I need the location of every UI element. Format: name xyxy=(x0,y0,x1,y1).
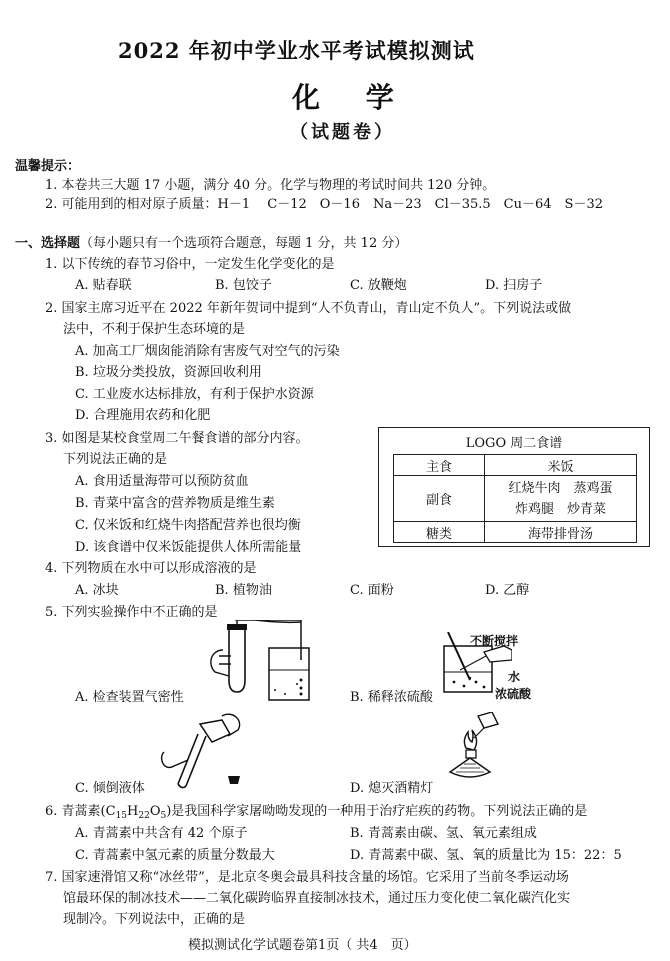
q6-option-d: D. 青蒿素中碳、氢、氧的质量比为 15：22：5 xyxy=(350,848,622,863)
exam-title: 2022 年初中学业水平考试模拟测试 xyxy=(118,38,475,63)
q5-option-d: D. 熄灭酒精灯 xyxy=(350,781,434,796)
menu-row-2-key: 副食 xyxy=(394,476,485,522)
q3-option-a: A. 食用适量海带可以预防贫血 xyxy=(75,474,249,489)
menu-row-3-value: 海带排骨汤 xyxy=(485,522,637,543)
notice-item-2: 2. 可能用到的相对原子质量：H－1 C－12 O－16 Na－23 Cl－35.5 Cu－64 S－32 xyxy=(45,197,603,212)
q3-option-d: D. 该食谱中仅米饭能提供人体所需能量 xyxy=(75,540,302,555)
q2-option-a: A. 加高工厂烟囱能消除有害废气对空气的污染 xyxy=(75,344,340,359)
q6-sub-c: 15 xyxy=(115,811,128,821)
q5-option-c: C. 倾倒液体 xyxy=(75,781,145,796)
airtightness-figure xyxy=(205,620,315,702)
menu-row-2-line1: 红烧牛肉 蒸鸡蛋 xyxy=(508,480,613,496)
q6-stem-pre: 6. 青蒿素(C xyxy=(45,804,116,819)
q1-option-d: D. 扫房子 xyxy=(485,278,543,293)
acid-label: 浓硫酸 xyxy=(495,687,532,701)
q6-option-a: A. 青蒿素中共含有 42 个原子 xyxy=(75,826,248,841)
q6-option-b: B. 青蒿素由碳、氢、氧元素组成 xyxy=(350,826,537,841)
q4-option-c: C. 面粉 xyxy=(350,583,394,598)
q6-sub-o: 5 xyxy=(160,811,167,821)
q4-option-d: D. 乙醇 xyxy=(485,583,530,598)
q1-option-c: C. 放鞭炮 xyxy=(350,278,407,293)
notice-item-1: 1. 本卷共三大题 17 小题，满分 40 分。化学与物理的考试时间共 120 分钟。 xyxy=(45,178,496,193)
q6-o: O xyxy=(149,804,161,819)
q3-stem-line1: 3. 如图是某校食堂周二午餐食谱的部分内容。 xyxy=(45,431,309,446)
notice-heading: 温馨提示： xyxy=(15,159,81,174)
q2-option-d: D. 合理施用农药和化肥 xyxy=(75,408,211,423)
q4-option-a: A. 冰块 xyxy=(75,583,119,598)
q6-h: H xyxy=(127,804,139,819)
q2-option-b: B. 垃圾分类投放，资源回收利用 xyxy=(75,365,262,380)
menu-box xyxy=(378,427,650,547)
q2-stem-line2: 法中，不利于保护生态环境的是 xyxy=(63,322,246,337)
q5-option-b: B. 稀释浓硫酸 xyxy=(350,690,433,705)
q7-line-3: 现制冷。下列说法中，正确的是 xyxy=(63,912,246,927)
q2-option-c: C. 工业废水达标排放，有利于保护水资源 xyxy=(75,387,314,402)
q7-line-2: 馆最环保的制冰技术——二氧化碳跨临界直接制冰技术，通过压力变化使二氧化碳汽化实 xyxy=(63,891,571,906)
page-footer: 模拟测试化学试题卷第1页（ 共4 页） xyxy=(188,938,417,953)
menu-row-3-key: 糖类 xyxy=(394,522,485,543)
q3-option-b: B. 青菜中富含的营养物质是维生素 xyxy=(75,496,275,511)
subject-title: 化 学 xyxy=(292,81,412,114)
q5-option-a: A. 检查装置气密性 xyxy=(75,690,184,705)
section-note: （每小题只有一个选项符合题意，每题 1 分，共 12 分） xyxy=(80,236,408,251)
menu-row-2-line2: 炸鸡腿 炒青菜 xyxy=(514,501,606,517)
stir-label: 不断搅拌 xyxy=(470,634,519,648)
q6-stem xyxy=(45,800,587,821)
q3-option-c: C. 仅米饭和红烧牛肉搭配营养也很均衡 xyxy=(75,518,301,533)
pouring-figure xyxy=(158,712,258,792)
q6-sub-h: 22 xyxy=(138,811,150,821)
volume-label: （试题卷） xyxy=(290,122,395,143)
section-heading xyxy=(15,232,407,251)
section-title: 一、选择题 xyxy=(15,236,81,251)
menu-row-1-key: 主食 xyxy=(394,455,485,476)
menu-row-2-value xyxy=(485,476,637,522)
q6-stem-post: )是我国科学家屠呦呦发现的一种用于治疗疟疾的药物。下列说法正确的是 xyxy=(166,804,588,819)
q1-option-a: A. 贴春联 xyxy=(75,278,132,293)
q2-stem-line1: 2. 国家主席习近平在 2022 年新年贺词中提到“人不负青山，青山定不负人”。下列说法或做 xyxy=(45,301,572,316)
q6-option-c: C. 青蒿素中氢元素的质量分数最大 xyxy=(75,848,275,863)
q4-option-b: B. 植物油 xyxy=(215,583,272,598)
q3-stem-line2: 下列说法正确的是 xyxy=(63,452,168,467)
menu-title: LOGO 周二食谱 xyxy=(465,436,563,451)
q1-stem: 1. 以下传统的春节习俗中，一定发生化学变化的是 xyxy=(45,257,335,272)
alcohol-lamp-figure xyxy=(446,712,506,784)
q1-option-b: B. 包饺子 xyxy=(215,278,272,293)
q7-line-1: 7. 国家速滑馆又称“冰丝带”，是北京冬奥会最具科技含量的场馆。它采用了当前冬季运动场 xyxy=(45,870,569,885)
q4-stem: 4. 下列物质在水中可以形成溶液的是 xyxy=(45,561,257,576)
menu-row-1-value: 米饭 xyxy=(485,455,637,476)
menu-table xyxy=(393,454,637,543)
q5-stem: 5. 下列实验操作中不正确的是 xyxy=(45,605,218,620)
water-label: 水 xyxy=(508,670,521,684)
